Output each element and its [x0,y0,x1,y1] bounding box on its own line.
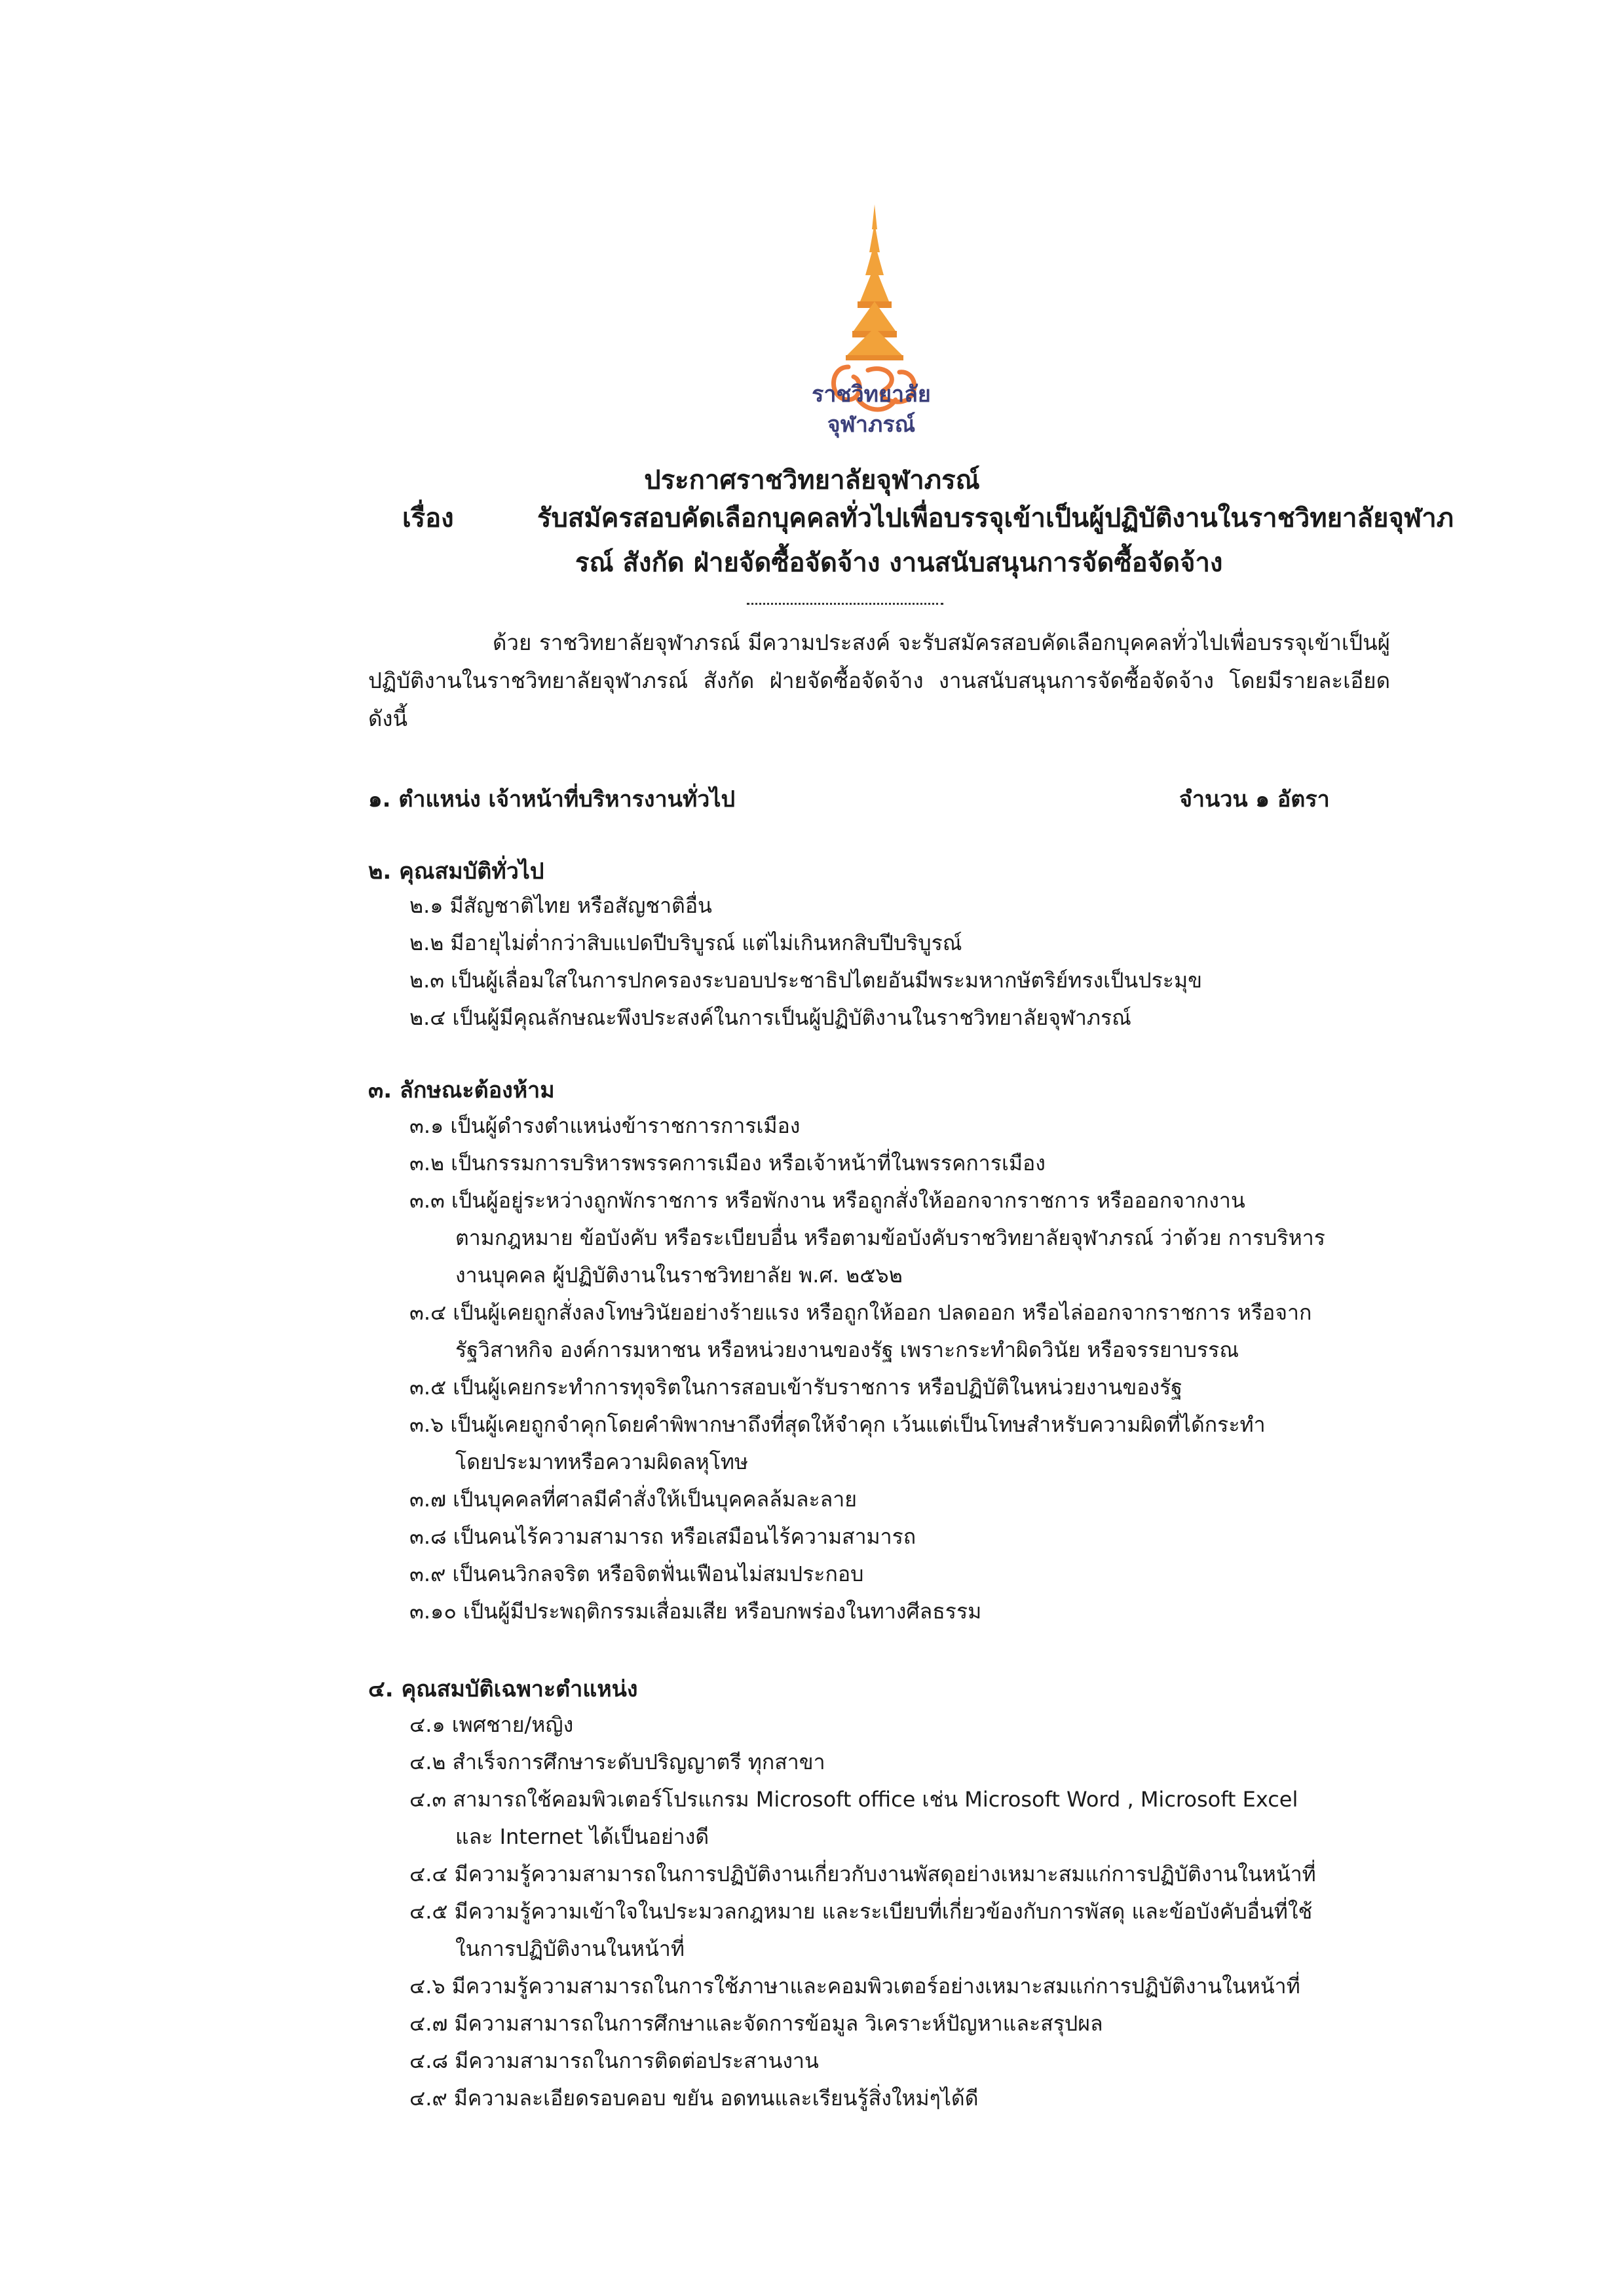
item-text: เพศชาย/หญิง [451,1712,574,1737]
list-item [409,1481,1353,1518]
list-item [409,1369,1353,1406]
item-text: มีความสามารถในการติดต่อประสานงาน [455,2048,819,2073]
list-item [409,2005,1353,2042]
item-text: เป็นบุคคลที่ศาลมีคำสั่งให้เป็นบุคคลล้มละลาย [453,1487,857,1512]
list-item [409,1593,1353,1630]
item-text: มีอายุไม่ต่ำกว่าสิบแปดปีบริบูรณ์ แต่ไม่เกินหกสิบปีบริบูรณ์ [450,930,962,955]
item-text: สำเร็จการศึกษาระดับปริญญาตรี ทุกสาขา [452,1750,825,1774]
item-number: ๔.๕ [409,1899,448,1924]
list-item-continuation: และ Internet ได้เป็นอย่างดี [455,1824,709,1849]
item-text: เป็นกรรมการบริหารพรรคการเมือง หรือเจ้าหน้าที่ในพรรคการเมือง [451,1151,1046,1176]
list-item [409,1406,1353,1444]
item-number: ๔.๒ [409,1750,446,1774]
list-item [409,1294,1353,1331]
item-number: ๓.๑๐ [409,1599,457,1624]
item-number: ๓.๘ [409,1524,447,1549]
section4-heading: ๔. คุณสมบัติเฉพาะตำแหน่ง [368,1676,638,1702]
item-number: ๓.๒ [409,1151,445,1176]
list-item [409,1706,1353,1744]
list-item [409,1518,1353,1556]
logo-text-line1: ราชวิทยาลัย [812,381,931,408]
college-emblem-icon [822,203,927,446]
subject-label: เรื่อง [402,503,454,533]
item-text: มีความสามารถในการศึกษาและจัดการข้อมูล วิเคราะห์ปัญหาและสรุปผล [454,2011,1103,2036]
item-number: ๒.๑ [409,893,444,918]
item-number: ๔.๘ [409,2048,449,2073]
item-number: ๓.๑ [409,1113,444,1138]
item-text: มีความรู้ความสามารถในการใช้ภาษาและคอมพิวเตอร์อย่างเหมาะสมแก่การปฏิบัติงานในหน้าที่ [451,1974,1300,1999]
list-item-continuation: งานบุคคล ผู้ปฏิบัติงานในราชวิทยาลัย พ.ศ. ๒๕๖๒ [455,1263,903,1288]
item-text: เป็นคนไร้ความสามารถ หรือเสมือนไร้ความสามารถ [453,1524,916,1549]
subject-line1: รับสมัครสอบคัดเลือกบุคคลทั่วไปเพื่อบรรจุเข้าเป็นผู้ปฏิบัติงานในราชวิทยาลัยจุฬาภ [537,503,1454,533]
item-number: ๔.๙ [409,2086,447,2111]
separator-dots [747,603,943,605]
list-item [409,1145,1353,1182]
item-number: ๓.๓ [409,1188,445,1213]
subject-line2: รณ์ สังกัด ฝ่ายจัดซื้อจัดจ้าง งานสนับสนุนการจัดซื้อจัดจ้าง [575,548,1223,578]
position-count: จำนวน ๑ อัตรา [1179,786,1330,813]
item-text: มีความรู้ความเข้าใจในประมวลกฎหมาย และระเบียบที่เกี่ยวข้องกับการพัสดุ และข้อบังคับอื่นที่ใช้ [454,1899,1313,1924]
list-item [409,1556,1353,1593]
list-item [409,1744,1353,1781]
item-text: เป็นคนวิกลจริต หรือจิตฟั่นเฟือนไม่สมประกอบ [452,1561,864,1586]
list-item [409,1781,1353,1818]
item-number: ๒.๒ [409,930,444,955]
list-item-continuation: รัฐวิสาหกิจ องค์การมหาชน หรือหน่วยงานของรัฐ เพราะกระทำผิดวินัย หรือจรรยาบรรณ [455,1337,1239,1362]
item-number: ๓.๖ [409,1412,444,1437]
list-item-continuation: ในการปฏิบัติงานในหน้าที่ [455,1936,685,1961]
list-item [409,2042,1353,2080]
list-item [409,999,1353,1037]
list-item [409,925,1353,962]
list-item [409,1856,1353,1893]
list-item [409,2080,1353,2117]
list-item [409,1182,1353,1219]
list-item [409,962,1353,999]
item-text: มีความละเอียดรอบคอบ ขยัน อดทนและเรียนรู้สิ่งใหม่ๆได้ดี [453,2086,979,2111]
item-number: ๔.๓ [409,1787,447,1812]
list-item-continuation: โดยประมาทหรือความผิดลหุโทษ [455,1449,749,1474]
item-text: เป็นผู้เคยถูกสั่งลงโทษวินัยอย่างร้ายแรง หรือถูกให้ออก ปลดออก หรือไล่ออกจากราชการ หรือจาก [453,1300,1312,1325]
item-text: เป็นผู้ดำรงตำแหน่งข้าราชการการเมือง [450,1113,801,1138]
item-text: สามารถใช้คอมพิวเตอร์โปรแกรม Microsoft office เช่น Microsoft Word , Microsoft Excel [453,1787,1298,1812]
item-text: มีสัญชาติไทย หรือสัญชาติอื่น [449,893,712,918]
item-number: ๓.๙ [409,1561,446,1586]
list-item-continuation: ตามกฎหมาย ข้อบังคับ หรือระเบียบอื่น หรือตามข้อบังคับราชวิทยาลัยจุฬาภรณ์ ว่าด้วย การบริหาร [455,1225,1325,1250]
item-text: เป็นผู้เลื่อมใสในการปกครองระบอบประชาธิปไตยอันมีพระมหากษัตริย์ทรงเป็นประมุข [451,968,1202,993]
intro-paragraph: ด้วย ราชวิทยาลัยจุฬาภรณ์ มีความประสงค์ จะรับสมัครสอบคัดเลือกบุคคลทั่วไปเพื่อบรรจุเข้าเป็นผู้ปฏิบัติงานในราชวิทยาลัยจุฬาภรณ์ สังกัด ฝ่ายจัดซื้อจัดจ้าง งานสนับสนุนการจัดซื้อจัดจ้าง โดยมีรายละเอียดดังนี้ [368,630,1390,731]
list-item [409,887,1353,925]
item-number: ๓.๗ [409,1487,447,1512]
item-number: ๓.๕ [409,1375,447,1400]
item-text: เป็นผู้เคยกระทำการทุจริตในการสอบเข้ารับราชการ หรือปฏิบัติในหน่วยงานของรัฐ [453,1375,1182,1400]
list-item [409,1893,1353,1930]
page-title: ประกาศราชวิทยาลัยจุฬาภรณ์ [644,465,980,495]
section3-heading: ๓. ลักษณะต้องห้าม [368,1077,555,1103]
section2-heading: ๒. คุณสมบัติทั่วไป [368,858,544,885]
item-text: มีความรู้ความสามารถในการปฏิบัติงานเกี่ยวกับงานพัสดุอย่างเหมาะสมแก่การปฏิบัติงานในหน้าที่ [454,1862,1316,1886]
item-number: ๔.๗ [409,2011,448,2036]
item-number: ๔.๔ [409,1862,448,1886]
item-text: เป็นผู้มีคุณลักษณะพึงประสงค์ในการเป็นผู้ปฏิบัติงานในราชวิทยาลัยจุฬาภรณ์ [452,1005,1131,1030]
item-number: ๔.๑ [409,1712,445,1737]
item-number: ๒.๓ [409,968,445,993]
item-text: เป็นผู้อยู่ระหว่างถูกพักราชการ หรือพักงาน หรือถูกสั่งให้ออกจากราชการ หรือออกจากงาน [451,1188,1245,1213]
section1-heading: ๑. ตำแหน่ง เจ้าหน้าที่บริหารงานทั่วไป [368,786,736,813]
item-number: ๒.๔ [409,1005,446,1030]
list-item [409,1107,1353,1145]
item-number: ๓.๔ [409,1300,447,1325]
item-text: เป็นผู้เคยถูกจำคุกโดยคำพิพากษาถึงที่สุดให้จำคุก เว้นแต่เป็นโทษสำหรับความผิดที่ได้กระทำ [450,1412,1266,1437]
logo-text-line2: จุฬาภรณ์ [827,411,916,438]
item-number: ๔.๖ [409,1974,445,1999]
item-text: เป็นผู้มีประพฤติกรรมเสื่อมเสีย หรือบกพร่องในทางศีลธรรม [463,1599,982,1624]
list-item [409,1968,1353,2005]
